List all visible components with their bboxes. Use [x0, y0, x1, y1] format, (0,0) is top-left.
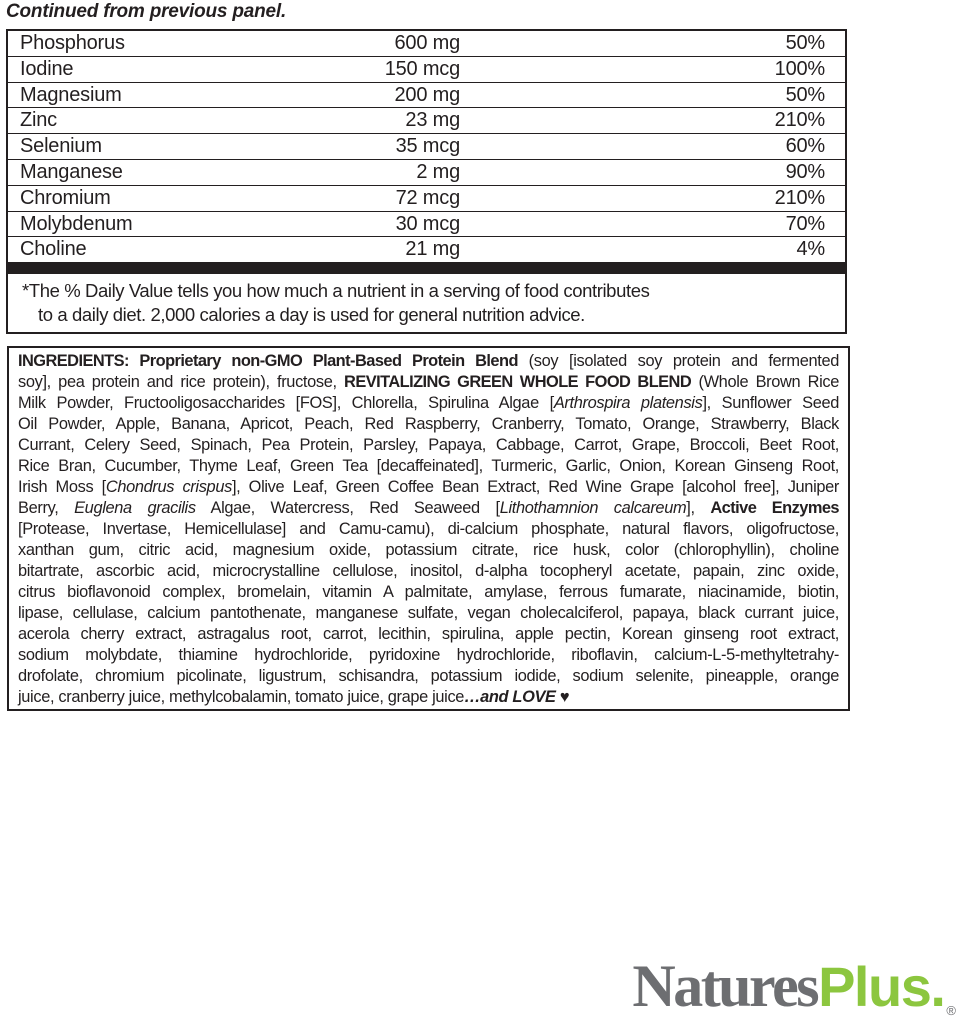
ingredients-line: Irish Moss [Chondrus crispus], Olive Leaf, Green Coffee Bean Extract, Red Wine Grape [alcohol free], Juniper	[18, 478, 839, 496]
nutrient-name: Magnesium	[20, 83, 122, 106]
table-row	[8, 160, 845, 186]
nutrient-amount: 21 mg	[405, 238, 460, 261]
nutrient-amount: 600 mg	[394, 32, 460, 54]
nutrient-daily-value: 90%	[785, 160, 825, 183]
table-row	[8, 134, 845, 160]
ingredients-line: juice, cranberry juice, methylcobalamin, tomato juice, grape juice…and LOVE ♥	[18, 688, 570, 706]
ingredients-line: INGREDIENTS: Proprietary non-GMO Plant-Based Protein Blend (soy [isolated soy protein and fermented	[18, 352, 839, 370]
nutrient-amount: 2 mg	[416, 160, 460, 183]
ingredients-line: Currant, Celery Seed, Spinach, Pea Protein, Parsley, Papaya, Cabbage, Carrot, Grape, Broccoli, Beet Root,	[18, 436, 839, 454]
nutrient-amount: 200 mg	[394, 83, 460, 106]
nutrient-daily-value: 100%	[774, 57, 825, 80]
ingredients-box	[7, 346, 850, 711]
nutrient-name: Iodine	[20, 57, 74, 80]
table-row	[8, 31, 845, 57]
table-row	[8, 212, 845, 238]
table-row	[8, 83, 845, 109]
thick-divider-bar	[8, 263, 845, 274]
table-row	[8, 57, 845, 83]
ingredients-line: drofolate, chromium picolinate, ligustrum, schisandra, potassium iodide, sodium selenite, pineapple, orange	[18, 667, 839, 685]
nutrient-table	[8, 31, 845, 263]
nutrient-name: Molybdenum	[20, 212, 133, 235]
nutrient-name: Selenium	[20, 135, 102, 158]
table-row	[8, 108, 845, 134]
ingredients-line: acerola cherry extract, astragalus root, carrot, lecithin, spirulina, apple pectin, Korean ginseng root extract,	[18, 625, 839, 643]
nutrient-name: Zinc	[20, 109, 57, 132]
ingredients-line: Berry, Euglena gracilis Algae, Watercress, Red Seaweed [Lithothamnion calcareum], Active Enzymes	[18, 499, 839, 517]
daily-value-footnote	[8, 274, 845, 326]
nutrient-amount: 35 mcg	[395, 135, 460, 158]
table-row	[8, 237, 845, 263]
nutrient-daily-value: 70%	[785, 212, 825, 235]
nutrient-name: Choline	[20, 238, 87, 261]
nutrient-daily-value: 60%	[785, 135, 825, 158]
nutrient-daily-value: 210%	[774, 186, 825, 209]
ingredients-line: xanthan gum, citric acid, magnesium oxide, potassium citrate, rice husk, color (chlorophyllin), choline	[18, 541, 839, 559]
ingredients-line: Rice Bran, Cucumber, Thyme Leaf, Green Tea [decaffeinated], Turmeric, Garlic, Onion, Korean Ginseng Root,	[18, 457, 839, 475]
nutrient-daily-value: 4%	[796, 238, 825, 261]
footnote-line: *The % Daily Value tells you how much a nutrient in a serving of food contributes	[22, 280, 650, 302]
ingredients-line: sodium molybdate, thiamine hydrochloride, pyridoxine hydrochloride, riboflavin, calcium-L-5-methyltetrahy-	[18, 646, 839, 664]
supplement-facts-box	[6, 29, 847, 334]
continued-from-previous-panel-note: Continued from previous panel.	[6, 1, 287, 22]
nutrient-daily-value: 210%	[774, 109, 825, 132]
nutrient-amount: 150 mcg	[384, 57, 460, 80]
logo-plus-text: Plus.	[818, 955, 945, 1018]
nutrient-amount: 72 mcg	[395, 186, 460, 209]
ingredients-line: citrus bioflavonoid complex, bromelain, vitamin A palmitate, amylase, ferrous fumarate, niacinamide, biotin,	[18, 583, 839, 601]
nutrient-amount: 23 mg	[405, 109, 460, 132]
nutrient-name: Chromium	[20, 186, 111, 209]
ingredients-line: Oil Powder, Apple, Banana, Apricot, Peach, Red Raspberry, Cranberry, Tomato, Orange, Strawberry, Black	[18, 415, 839, 433]
ingredients-text	[18, 351, 839, 708]
ingredients-line: [Protease, Invertase, Hemicellulase] and Camu-camu), di-calcium phosphate, natural flavors, oligofructose,	[18, 520, 839, 538]
nutrient-name: Phosphorus	[20, 32, 125, 54]
nutrient-daily-value: 50%	[785, 32, 825, 54]
table-row	[8, 186, 845, 212]
ingredients-line: lipase, cellulase, calcium pantothenate, manganese sulfate, vegan cholecalciferol, papaya, black currant juice,	[18, 604, 839, 622]
naturesplus-logo	[632, 953, 956, 1019]
nutrient-daily-value: 50%	[785, 83, 825, 106]
ingredients-line: soy], pea protein and rice protein), fructose, REVITALIZING GREEN WHOLE FOOD BLEND (Whole Brown Rice	[18, 373, 839, 391]
nutrient-amount: 30 mcg	[395, 212, 460, 235]
nutrient-name: Manganese	[20, 160, 123, 183]
registered-trademark-icon: ®	[946, 1003, 956, 1018]
ingredients-line: bitartrate, ascorbic acid, microcrystalline cellulose, inositol, d-alpha tocopheryl acetate, papain, zinc oxide,	[18, 562, 839, 580]
logo-natures-text: Natures	[632, 953, 818, 1019]
ingredients-line: Milk Powder, Fructooligosaccharides [FOS], Chlorella, Spirulina Algae [Arthrospira platensis], Sunflower Seed	[18, 394, 839, 412]
footnote-line: to a daily diet. 2,000 calories a day is used for general nutrition advice.	[38, 303, 585, 325]
